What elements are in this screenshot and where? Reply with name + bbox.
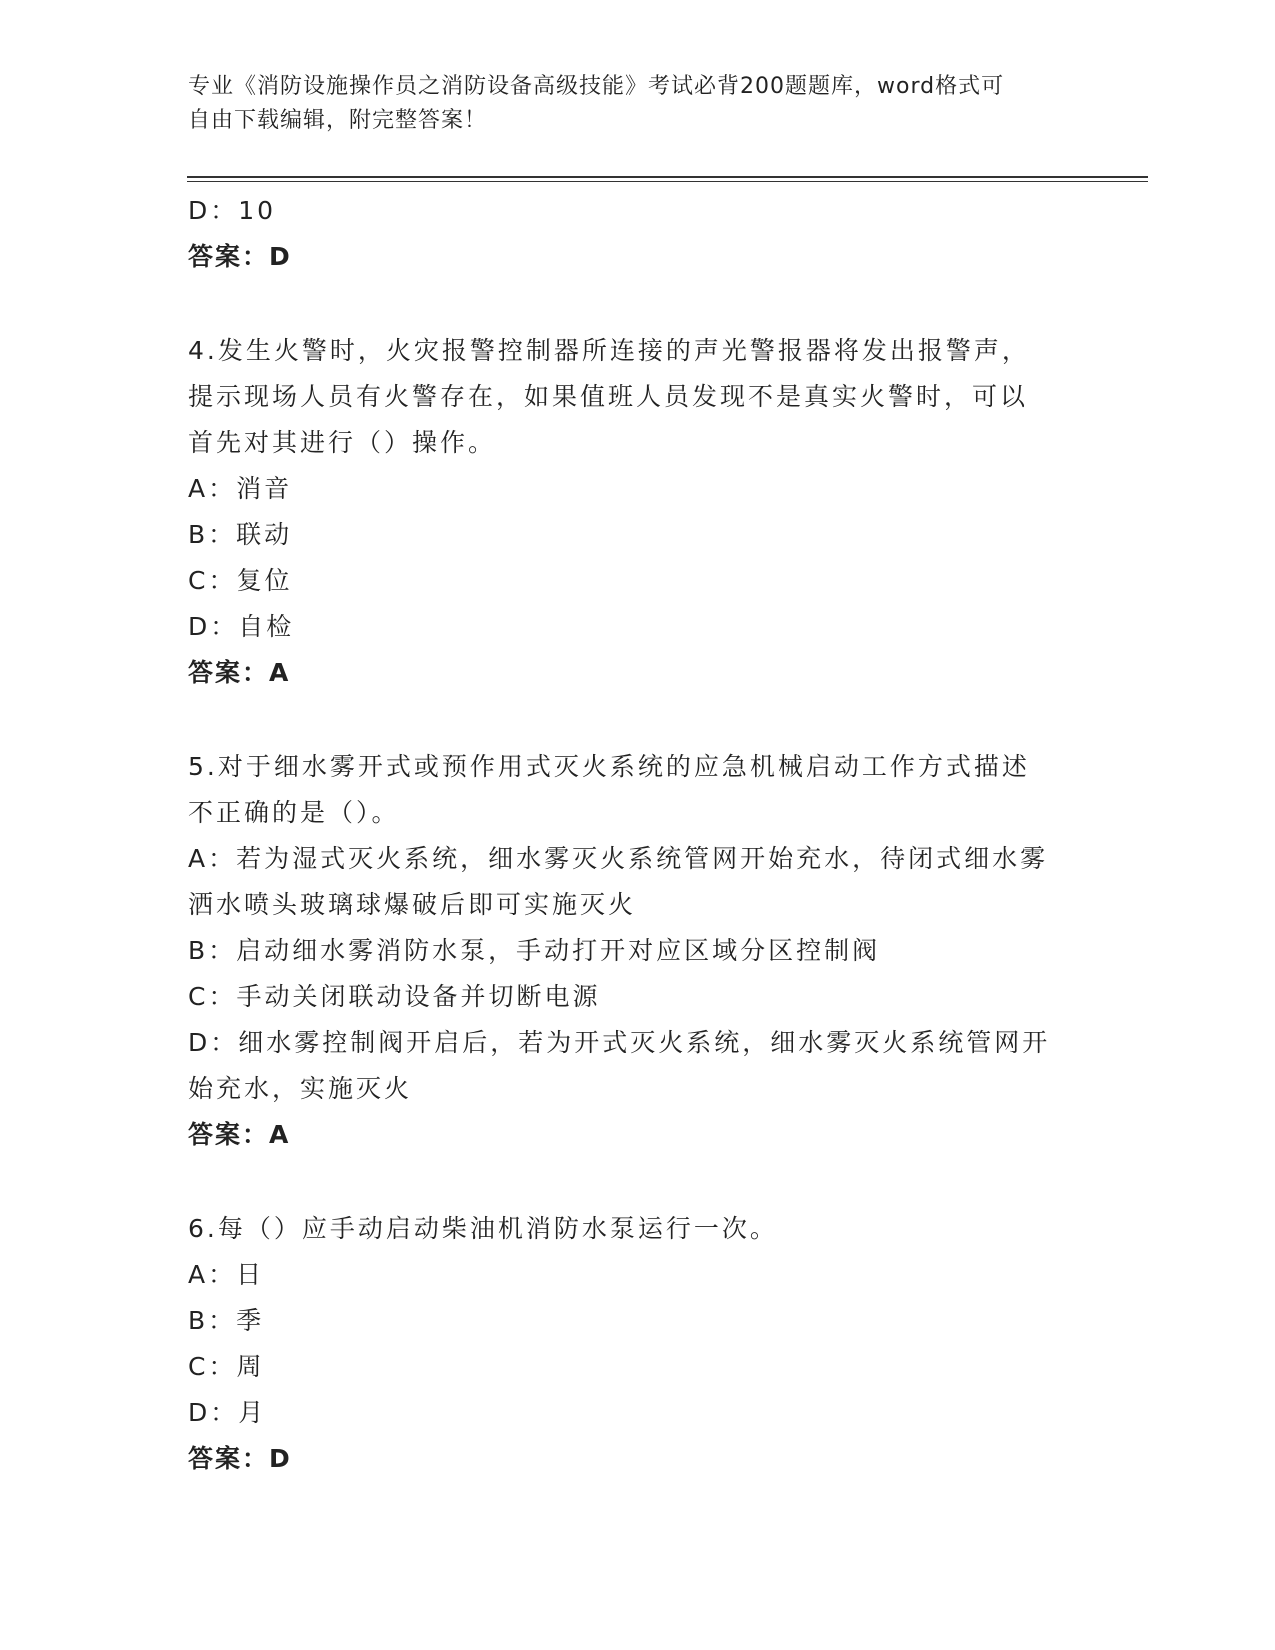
option-d: D：10 (188, 196, 277, 225)
question-4 (188, 328, 1088, 696)
page-header (188, 70, 1068, 138)
answer-line: 答案：A (188, 658, 291, 687)
option-b: B：启动细水雾消防水泵，手动打开对应区域分区控制阀 (188, 936, 881, 965)
option-c: C：手动关闭联动设备并切断电源 (188, 982, 601, 1011)
spacer (188, 696, 1088, 744)
question-stem-line: 不正确的是（）。 (188, 798, 400, 827)
option-c: C：复位 (188, 566, 293, 595)
answer-line: 答案：A (188, 1120, 291, 1149)
header-line: 自由下载编辑，附完整答案！ (188, 108, 488, 133)
answer-line: 答案：D (188, 1444, 292, 1473)
question-6 (188, 1206, 1088, 1482)
option-a: A：若为湿式灭火系统，细水雾灭火系统管网开始充水，待闭式细水雾 (188, 844, 1049, 873)
header-line: 专业《消防设施操作员之消防设备高级技能》考试必背200题题库，word格式可 (188, 74, 1005, 99)
spacer (188, 280, 1088, 328)
option-b: B：联动 (188, 520, 293, 549)
question-stem-line: 6.每（）应手动启动柴油机消防水泵运行一次。 (188, 1214, 778, 1243)
question-list (188, 188, 1088, 1482)
spacer (188, 1158, 1088, 1206)
question-stem-line: 5.对于细水雾开式或预作用式灭火系统的应急机械启动工作方式描述 (188, 752, 1030, 781)
question-stem-line: 4.发生火警时，火灾报警控制器所连接的声光警报器将发出报警声， (188, 336, 1030, 365)
option-b: B：季 (188, 1306, 265, 1335)
option-d-continued: 始充水，实施灭火 (188, 1074, 413, 1103)
question-5 (188, 744, 1088, 1158)
option-c: C：周 (188, 1352, 265, 1381)
answer-line: 答案：D (188, 242, 292, 271)
header-divider (187, 176, 1148, 182)
option-d: D：自检 (188, 612, 295, 641)
question-continuation (188, 188, 1088, 280)
question-stem-line: 首先对其进行（）操作。 (188, 428, 497, 457)
option-a: A：消音 (188, 474, 293, 503)
option-d: D：月 (188, 1398, 267, 1427)
option-a: A：日 (188, 1260, 265, 1289)
option-d: D：细水雾控制阀开启后，若为开式灭火系统，细水雾灭火系统管网开 (188, 1028, 1051, 1057)
option-a-continued: 洒水喷头玻璃球爆破后即可实施灭火 (188, 890, 637, 919)
question-stem-line: 提示现场人员有火警存在，如果值班人员发现不是真实火警时，可以 (188, 382, 1029, 411)
